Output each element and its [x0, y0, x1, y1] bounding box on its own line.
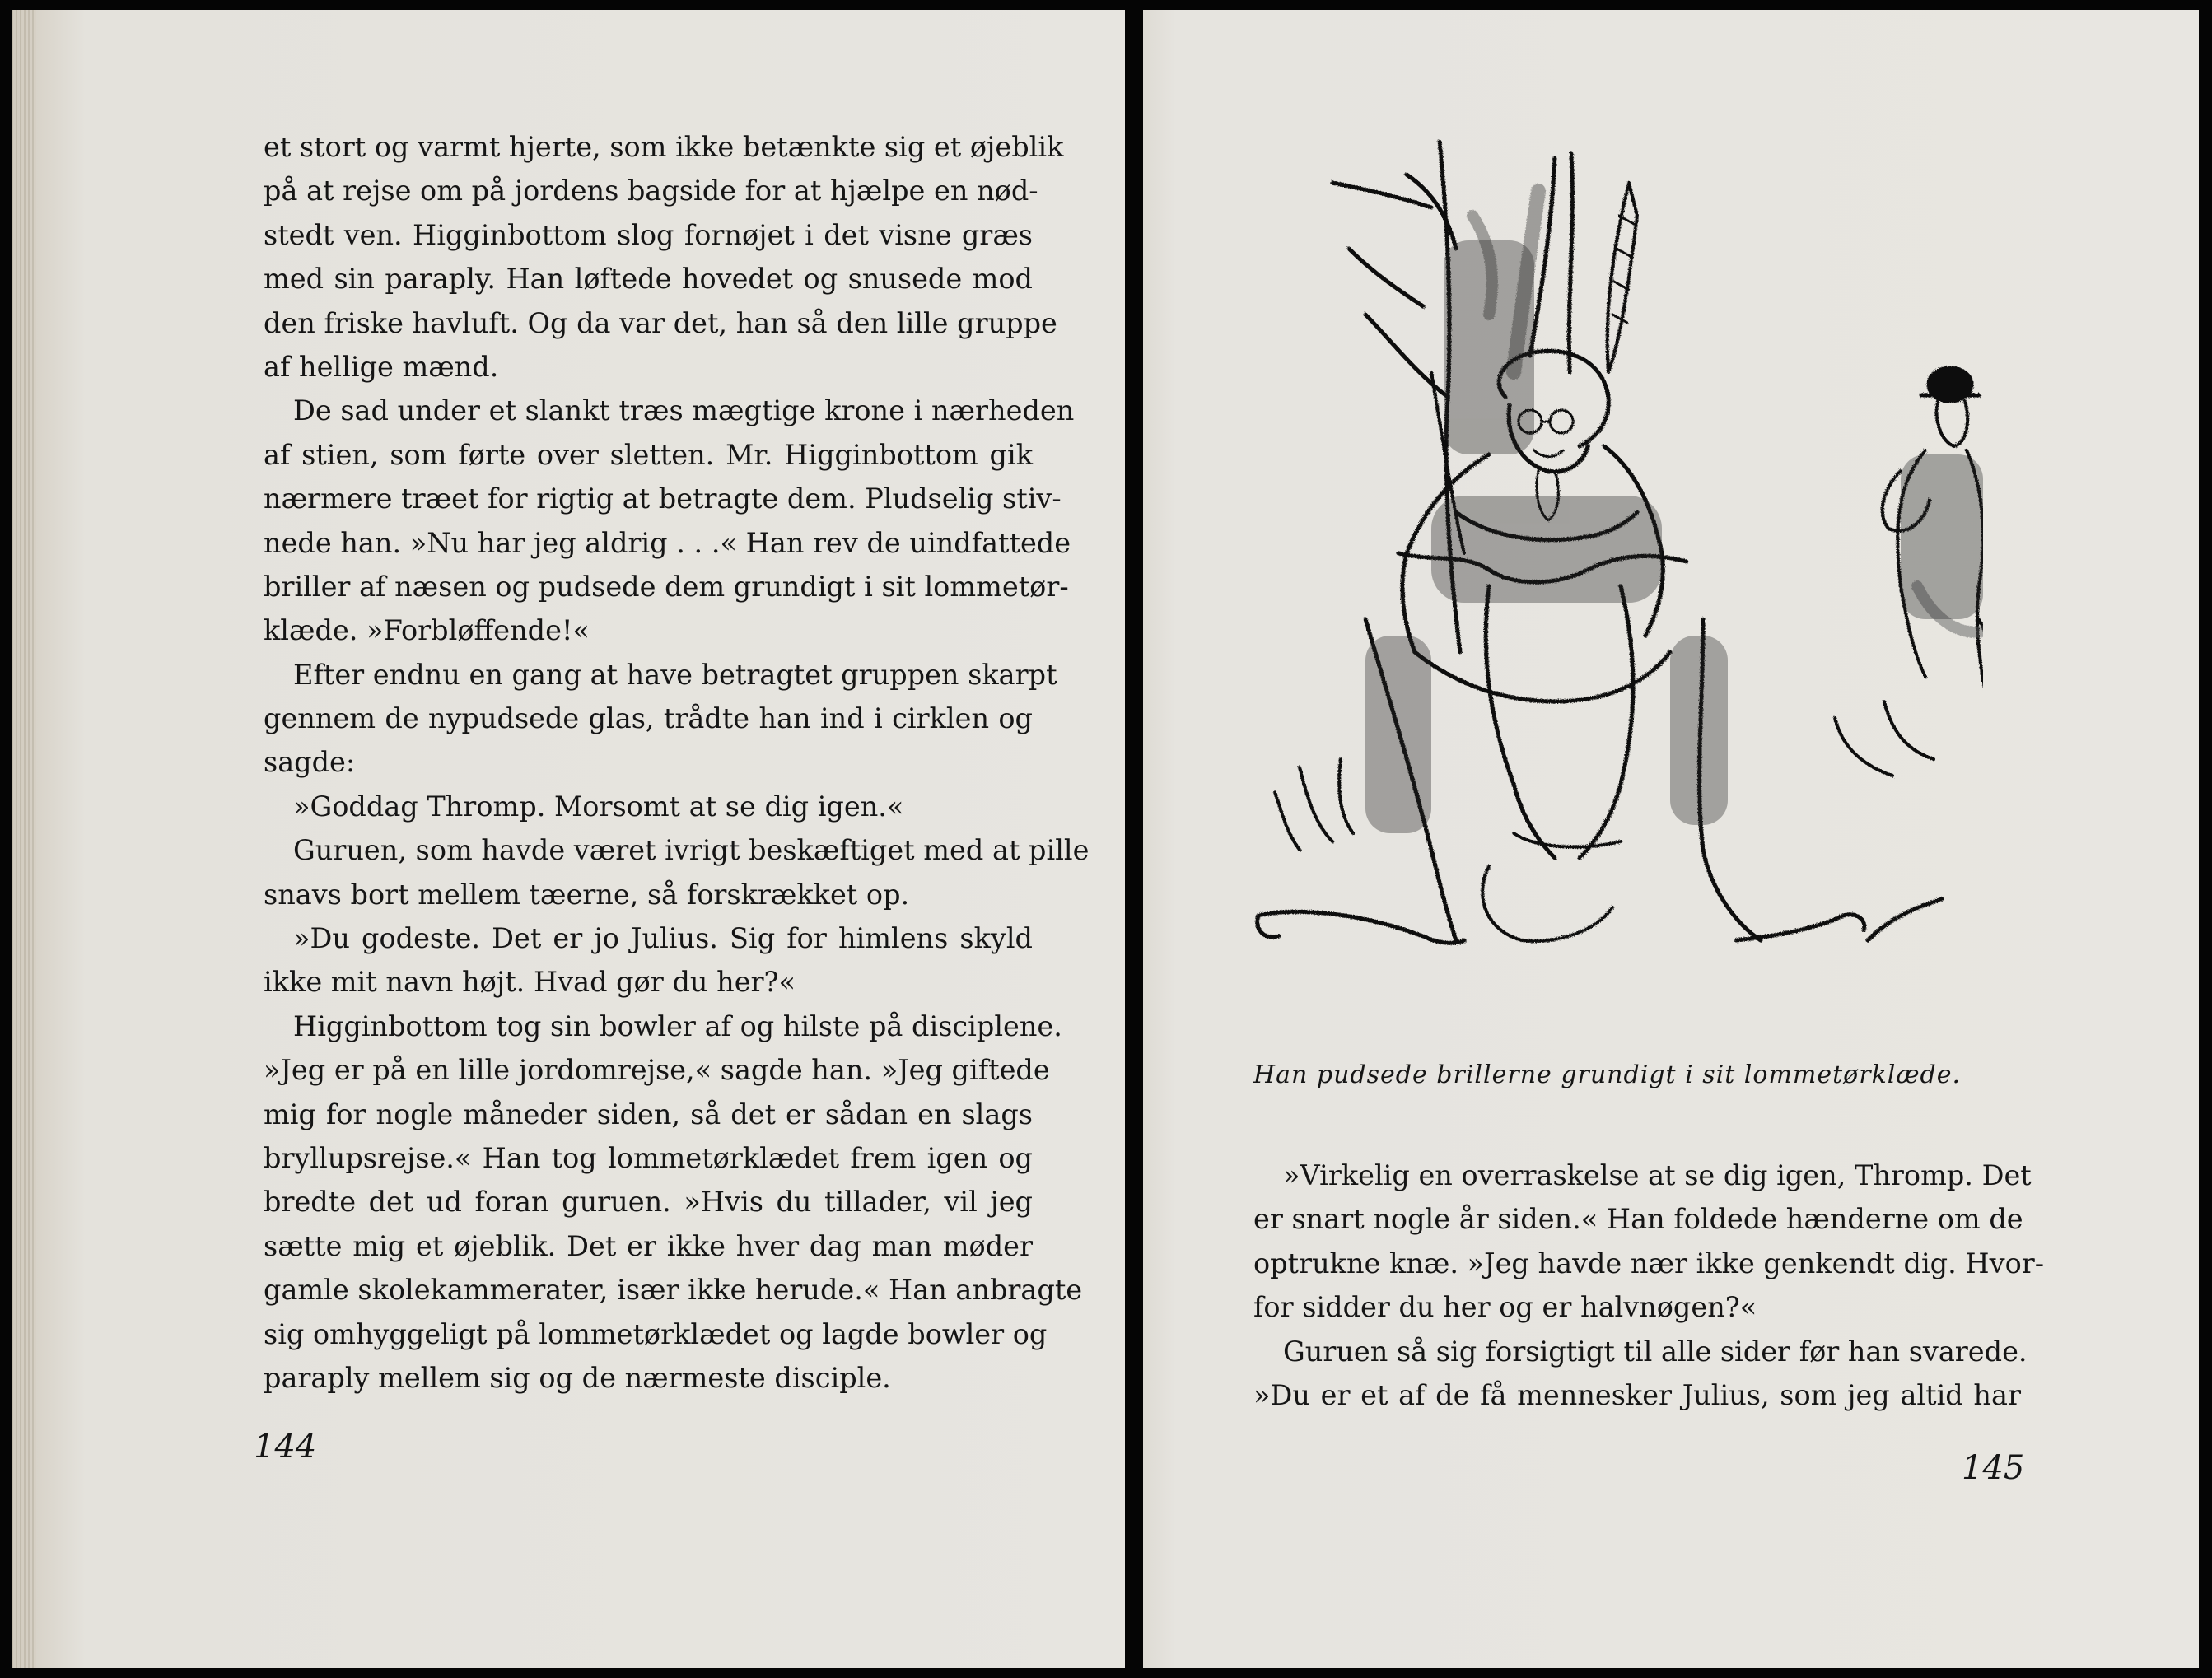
text-line: »Du er et af de få mennesker Julius, som jeg altid har	[1253, 1378, 2021, 1411]
text-line: Guruen så sig forsigtigt til alle sider før han svarede.	[1283, 1335, 2028, 1368]
guru-illustration	[1242, 125, 1983, 1039]
left-page-text	[264, 125, 1090, 1400]
text-line: mig for nogle måneder siden, så det er sådan en slags	[264, 1098, 1033, 1130]
text-line: »Goddag Thromp. Morsomt at se dig igen.«	[293, 790, 904, 823]
text-line: ikke mit navn højt. Hvad gør du her?«	[264, 966, 796, 999]
text-line: gamle skolekammerater, især ikke herude.« Han anbragte	[264, 1274, 1083, 1307]
text-line: er snart nogle år siden.« Han foldede hænderne om de	[1253, 1203, 2023, 1236]
text-line: optrukne knæ. »Jeg havde nær ikke genkendt dig. Hvor-	[1253, 1247, 2045, 1279]
text-line: et stort og varmt hjerte, som ikke betænkte sig et øjeblik	[264, 131, 1064, 163]
text-line: snavs bort mellem tæerne, så forskrækket op.	[264, 878, 910, 911]
text-line: sig omhyggeligt på lommetørklædet og lagde bowler og	[264, 1317, 1048, 1350]
page-edge	[12, 10, 36, 1668]
text-line: af hellige mænd.	[264, 350, 499, 383]
text-line: på at rejse om på jordens bagside for at hjælpe en nød-	[264, 175, 1038, 207]
text-line: »Virkelig en overraskelse at se dig igen, Thromp. Det	[1283, 1159, 2032, 1191]
text-line: briller af næsen og pudsede dem grundigt i sit lommetør-	[264, 570, 1069, 603]
right-page	[1143, 10, 2199, 1668]
text-line: De sad under et slankt træs mægtige krone i nærheden	[293, 394, 1075, 427]
text-line: »Du godeste. Det er jo Julius. Sig for himlens skyld	[293, 922, 1033, 955]
text-line: sagde:	[264, 746, 356, 779]
text-line: for sidder du her og er halvnøgen?«	[1253, 1291, 1757, 1324]
text-line: Efter endnu en gang at have betragtet gruppen skarpt	[293, 658, 1057, 691]
text-line: paraply mellem sig og de nærmeste disciple.	[264, 1361, 891, 1394]
text-line: bredte det ud foran guruen. »Hvis du tillader, vil jeg	[264, 1186, 1033, 1219]
text-line: af stien, som førte over sletten. Mr. Higginbottom gik	[264, 438, 1033, 471]
tree-trunk-right	[1569, 154, 1572, 372]
left-page	[12, 10, 1125, 1668]
text-line: med sin paraply. Han løftede hovedet og snusede mod	[264, 263, 1033, 296]
foot-left	[1258, 911, 1464, 943]
text-line: nede han. »Nu har jeg aldrig . . .« Han rev de uindfattede	[264, 526, 1071, 559]
text-line: »Jeg er på en lille jordomrejse,« sagde han. »Jeg giftede	[264, 1054, 1050, 1087]
text-line: Higginbottom tog sin bowler af og hilste på disciplene.	[293, 1009, 1062, 1042]
text-line: stedt ven. Higginbottom slog fornøjet i det visne græs	[264, 218, 1033, 251]
right-page-text	[1253, 1154, 2045, 1417]
page-number: 145	[1962, 1449, 2025, 1487]
illustration-caption: Han pudsede brillerne grundigt i sit lommetørklæde.	[1253, 1060, 1962, 1089]
text-line: sætte mig et øjeblik. Det er ikke hver dag man møder	[264, 1229, 1033, 1262]
foot-right	[1868, 899, 1942, 940]
text-line: nærmere træet for rigtig at betragte dem. Pludselig stiv-	[264, 482, 1062, 515]
glasses-lens-right	[1550, 410, 1573, 433]
text-line: bryllupsrejse.« Han tog lommetørklædet frem igen og	[264, 1141, 1033, 1174]
text-line: Guruen, som havde været ivrigt beskæftiget med at pille	[293, 834, 1090, 867]
text-line: den friske havluft. Og da var det, han så den lille gruppe	[264, 306, 1057, 339]
text-line: klæde. »Forbløffende!«	[264, 614, 590, 647]
page-number: 144	[254, 1428, 317, 1466]
text-line: gennem de nypudsede glas, trådte han ind i cirklen og	[264, 702, 1033, 735]
